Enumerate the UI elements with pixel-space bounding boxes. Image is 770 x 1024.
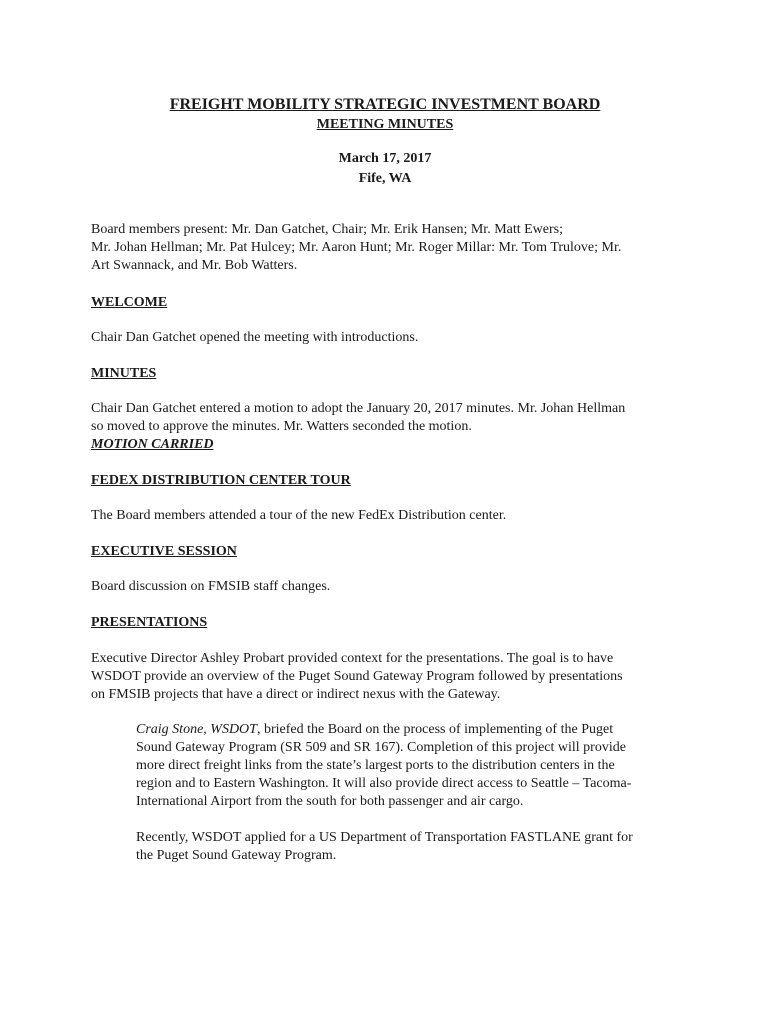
craig-stone-line: International Airport from the south for both passenger and air cargo. — [136, 794, 524, 809]
fastlane-line: the Puget Sound Gateway Program. — [136, 848, 337, 863]
fastlane-line: Recently, WSDOT applied for a US Department of Transportation FASTLANE grant for — [136, 830, 633, 845]
executive-session-text: Board discussion on FMSIB staff changes. — [91, 579, 331, 594]
presentations-heading: PRESENTATIONS — [91, 615, 208, 630]
fedex-text: The Board members attended a tour of the new FedEx Distribution center. — [91, 508, 507, 523]
speaker-name: Craig Stone, WSDOT — [136, 722, 257, 737]
attendance-line: Mr. Johan Hellman; Mr. Pat Hulcey; Mr. Aaron Hunt; Mr. Roger Millar: Mr. Tom Trulove; Mr. — [91, 240, 622, 255]
minutes-line: so moved to approve the minutes. Mr. Watters seconded the motion. — [91, 419, 472, 434]
craig-stone-first-line — [136, 721, 696, 739]
presentations-line: on FMSIB projects that have a direct or indirect nexus with the Gateway. — [91, 687, 501, 702]
minutes-heading: MINUTES — [91, 366, 157, 381]
meeting-location: Fife, WA — [358, 171, 412, 186]
attendance-line: Board members present: Mr. Dan Gatchet, Chair; Mr. Erik Hansen; Mr. Matt Ewers; — [91, 222, 564, 237]
attendance-line: Art Swannack, and Mr. Bob Watters. — [91, 258, 298, 273]
craig-stone-line: Sound Gateway Program (SR 509 and SR 167). Completion of this project will provide — [136, 740, 626, 755]
fastlane-paragraph — [136, 829, 696, 865]
attendance-paragraph — [91, 221, 691, 275]
welcome-heading: WELCOME — [91, 295, 168, 310]
fedex-heading: FEDEX DISTRIBUTION CENTER TOUR — [91, 473, 351, 488]
craig-stone-paragraph — [136, 721, 696, 811]
document-title: FREIGHT MOBILITY STRATEGIC INVESTMENT BOARD — [169, 96, 601, 113]
welcome-text: Chair Dan Gatchet opened the meeting with introductions. — [91, 330, 419, 345]
craig-stone-line: more direct freight links from the state’s largest ports to the distribution centers in the — [136, 758, 615, 773]
presentations-line: Executive Director Ashley Probart provided context for the presentations. The goal is to have — [91, 651, 614, 666]
executive-session-heading: EXECUTIVE SESSION — [91, 544, 237, 559]
meeting-date: March 17, 2017 — [338, 151, 432, 166]
craig-stone-line: region and to Eastern Washington. It will also provide direct access to Seattle – Tacoma- — [136, 776, 632, 791]
presentations-paragraph — [91, 650, 691, 704]
motion-carried-label: MOTION CARRIED — [91, 437, 214, 452]
craig-stone-first-line-rest: , briefed the Board on the process of implementing of the Puget — [256, 722, 614, 737]
presentations-line: WSDOT provide an overview of the Puget Sound Gateway Program followed by presentations — [91, 669, 623, 684]
document-subtitle: MEETING MINUTES — [316, 117, 454, 132]
minutes-line: Chair Dan Gatchet entered a motion to adopt the January 20, 2017 minutes. Mr. Johan Hellman — [91, 401, 626, 416]
minutes-paragraph — [91, 400, 691, 454]
